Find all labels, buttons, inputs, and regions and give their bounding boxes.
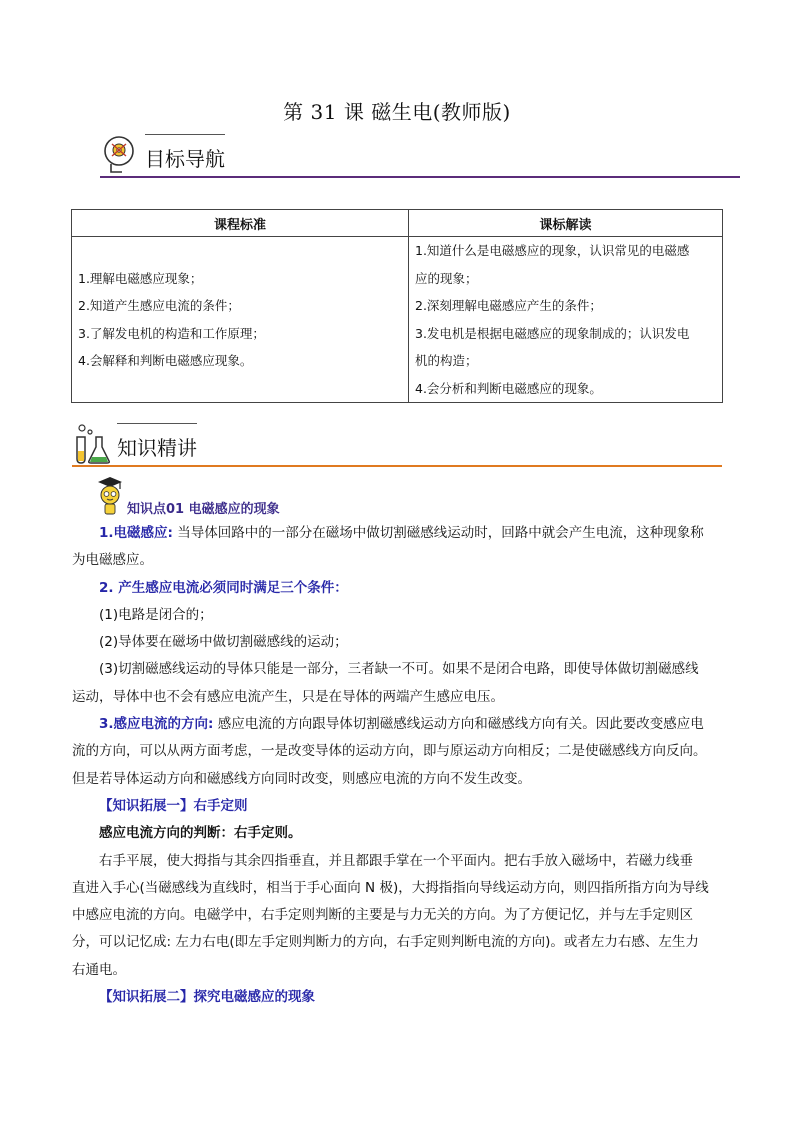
section-header-knowledge — [72, 423, 722, 467]
paragraph-text: 右手平展，使大拇指与其余四指垂直，并且都跟手掌在一个平面内。把右手放入磁场中，若磁力线垂 — [99, 852, 693, 869]
student-mascot-icon — [95, 476, 125, 520]
list-item: (3)切割磁感线运动的导体只能是一部分，三者缺一不可。如果不是闭合电路，即使导体做切割磁感线 — [99, 661, 699, 678]
table-row — [72, 237, 723, 403]
extension-one-subtitle: 感应电流方向的判断：右手定则。 — [99, 825, 302, 842]
paragraph-text: 右通电。 — [72, 961, 126, 978]
paragraph-text: 中感应电流的方向。电磁学中，右手定则判断的主要是与力无关的方向。为了方便记忆，并与左手定则区 — [72, 907, 693, 924]
section-header-goals — [100, 134, 740, 178]
list-item: 2.深刻理解电磁感应产生的条件； — [415, 298, 602, 313]
paragraph-text: 为电磁感应。 — [72, 552, 153, 569]
header-underline — [72, 465, 722, 467]
page-title: 第 31 课 磁生电(教师版) — [283, 100, 511, 124]
header-underline — [100, 176, 740, 178]
header-top-rule — [117, 423, 197, 424]
term-label: 1.电磁感应: — [99, 525, 173, 541]
list-item: 1.理解电磁感应现象； — [78, 270, 203, 286]
term-label: 3.感应电流的方向: — [99, 716, 214, 733]
table-header-interpretation: 课标解读 — [409, 210, 723, 237]
list-item: 1.知道什么是电磁感应的现象，认识常见的电磁感 — [415, 243, 690, 258]
table-header-row — [72, 210, 723, 237]
content-body — [72, 520, 722, 1011]
list-item: (2)导体要在磁场中做切割磁感线的运动； — [99, 634, 348, 651]
conditions-heading: 2. 产生感应电流必须同时满足三个条件： — [99, 579, 348, 596]
list-item: 4.会分析和判断电磁感应的现象。 — [415, 380, 602, 396]
section-title: 知识精讲 — [117, 436, 197, 460]
standards-table — [71, 209, 723, 403]
header-top-rule — [145, 134, 225, 135]
knowledge-point-header — [95, 476, 395, 516]
extension-one-title: 【知识拓展一】右手定则 — [99, 797, 248, 814]
list-item: 机的构造； — [415, 353, 478, 368]
brain-gear-icon — [100, 134, 140, 176]
list-item: 4.会解释和判断电磁感应现象。 — [78, 353, 253, 368]
standards-cell — [72, 237, 409, 403]
knowledge-point-title: 知识点01 电磁感应的现象 — [127, 502, 280, 517]
paragraph-text: 但是若导体运动方向和磁感线方向同时改变，则感应电流的方向不发生改变。 — [72, 770, 531, 787]
interpretation-cell — [409, 237, 723, 403]
table-header-standard: 课程标准 — [72, 210, 409, 237]
section-title: 目标导航 — [145, 147, 225, 171]
extension-two-title: 【知识拓展二】探究电磁感应的现象 — [99, 989, 315, 1006]
list-item: (1)电路是闭合的； — [99, 606, 213, 623]
list-item: 3.了解发电机的构造和工作原理； — [78, 325, 265, 341]
paragraph-text: 直进入手心(当磁感线为直线时，相当于手心面向 N 极)，大拇指指向导线运动方向，则四指所指方向为导线 — [72, 879, 709, 896]
list-item-continued: 运动，导体中也不会有感应电流产生，只是在导体的两端产生感应电压。 — [72, 688, 504, 705]
list-item: 应的现象； — [415, 270, 478, 286]
flask-icon — [72, 423, 112, 465]
paragraph-text: 感应电流的方向跟导体切割磁感线运动方向和磁感线方向有关。因此要改变感应电 — [213, 716, 704, 733]
paragraph-text: 分，可以记忆成: 左力右电(即左手定则判断力的方向，右手定则判断电流的方向)。或者左力右感、左生力 — [72, 934, 699, 951]
list-item: 3.发电机是根据电磁感应的现象制成的；认识发电 — [415, 325, 690, 341]
paragraph-current-direction — [72, 711, 722, 738]
paragraph-text: 当导体回路中的一部分在磁场中做切割磁感线运动时，回路中就会产生电流，这种现象称 — [172, 525, 704, 541]
paragraph-text: 流的方向，可以从两方面考虑，一是改变导体的运动方向，即与原运动方向相反；二是使磁感线方向反向。 — [72, 743, 707, 760]
paragraph-electromagnetic-induction — [72, 520, 722, 547]
list-item: 2.知道产生感应电流的条件； — [78, 298, 240, 313]
